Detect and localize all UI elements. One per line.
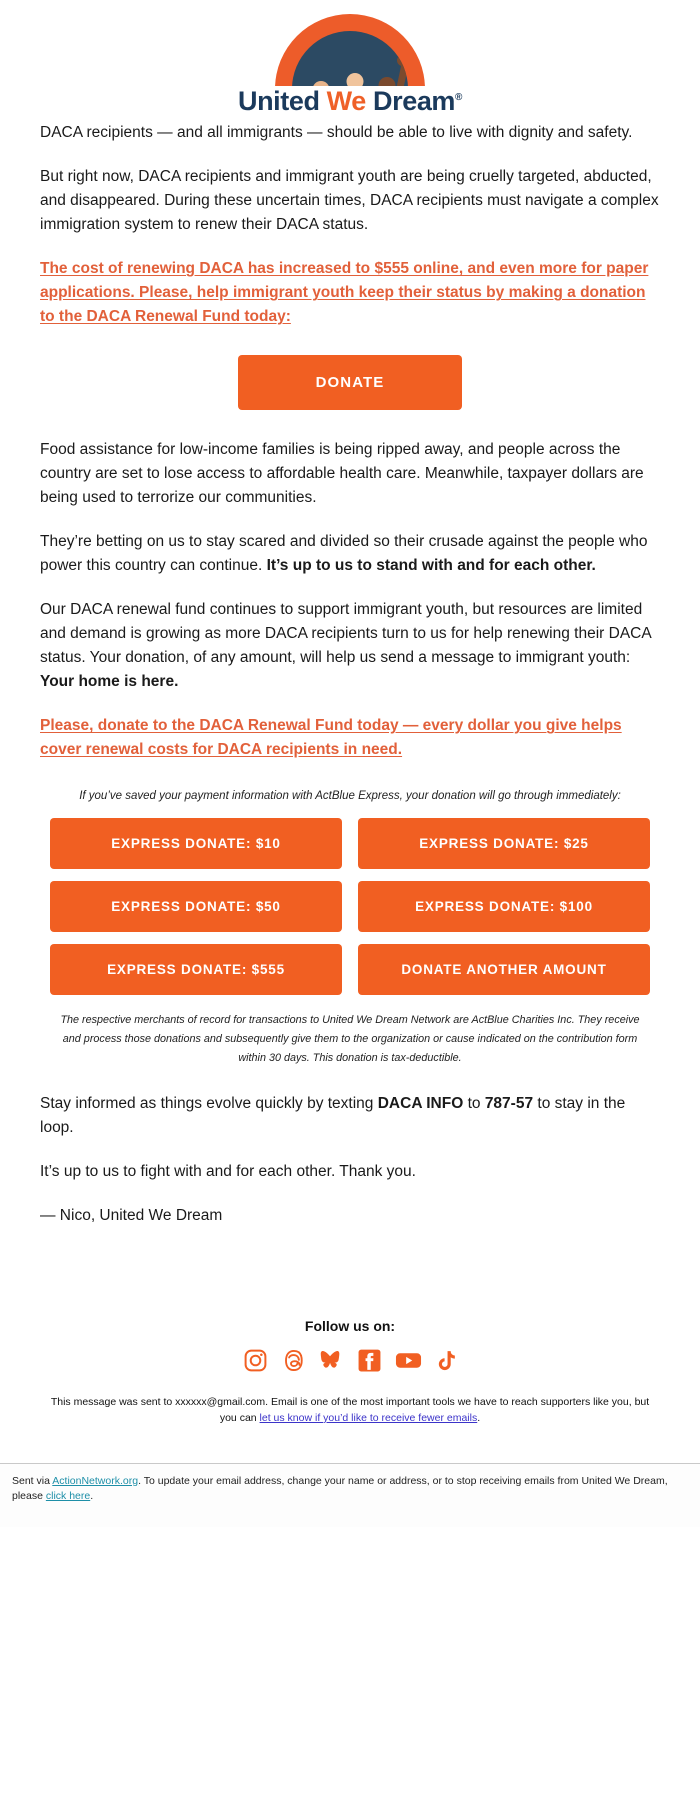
donate-button[interactable]: DONATE <box>238 355 463 410</box>
logo-figure-right <box>366 77 408 86</box>
paragraph-food-assistance: Food assistance for low-income families is being ripped away, and people across the country are set to lose access to affordable health care. Meanwhile, taxpayer dollars are being used to terrorize our communities. <box>40 441 644 507</box>
donate-another-amount-button[interactable]: DONATE ANOTHER AMOUNT <box>358 944 650 995</box>
paragraph-renewal-text: Our DACA renewal fund continues to support immigrant youth, but resources are limited and demand is growing as more DACA recipients turn to us for help renewing their DACA status. Your donation, of any amount, will help us send a message to immigrant youth: <box>40 601 651 667</box>
email-header <box>0 0 700 121</box>
fewer-emails-link[interactable]: let us know if you’d like to receive fewer emails <box>259 1411 478 1424</box>
tiktok-icon[interactable] <box>435 1348 458 1373</box>
highlight-link-paragraph-1 <box>40 257 660 329</box>
paragraph-betting-on-us <box>40 530 660 578</box>
express-donate-555-button[interactable]: EXPRESS DONATE: $555 <box>50 944 342 995</box>
paragraph-context: But right now, DACA recipients and immigrant youth are being cruelly targeted, abducted, and disappeared. During these uncertain times, DACA recipients must navigate a complex immigration system to renew their DACA status. <box>40 168 659 234</box>
bluesky-icon[interactable] <box>319 1348 344 1373</box>
express-donate-50-button[interactable]: EXPRESS DONATE: $50 <box>50 881 342 932</box>
paragraph-renewal-bold: Your home is here. <box>40 673 179 691</box>
instagram-icon[interactable] <box>243 1348 268 1373</box>
express-donate-10-button[interactable]: EXPRESS DONATE: $10 <box>50 818 342 869</box>
action-network-link[interactable]: ActionNetwork.org <box>52 1474 139 1487</box>
logo-word-united: United <box>237 86 327 116</box>
threads-icon[interactable] <box>281 1348 306 1373</box>
footer-bar-period: . <box>90 1490 94 1503</box>
daca-renewal-fund-link-bottom[interactable]: Please, donate to the DACA Renewal Fund today — every dollar you give helps cover renewal costs for DACA recipients in need. <box>40 717 622 759</box>
paragraph-intro: DACA recipients — and all immigrants — should be able to live with dignity and safety. <box>40 124 633 141</box>
merchant-of-record-disclaimer: The respective merchants of record for transactions to United We Dream Network are ActBlue Charities Inc. They receive and process those donations and subsequently give them to the organization or cause indicated on the contribution form within 30 days. This donation is tax-deductible. <box>60 1014 640 1065</box>
text-signup-part-1: Stay informed as things evolve quickly by texting <box>40 1095 378 1113</box>
highlight-link-paragraph-2 <box>40 714 660 762</box>
paragraph-renewal-fund <box>40 598 660 694</box>
email-recipient-note <box>0 1373 700 1427</box>
signature: — Nico, United We Dream <box>40 1207 223 1225</box>
click-here-link[interactable]: click here <box>45 1490 91 1503</box>
follow-us-label: Follow us on: <box>304 1318 396 1335</box>
express-donate-grid <box>40 818 660 995</box>
text-signup-part-3: to stay in the loop. <box>40 1095 626 1137</box>
donate-button-row <box>40 355 660 410</box>
logo-word-dream: Dream <box>365 86 456 116</box>
facebook-icon[interactable] <box>357 1348 382 1373</box>
text-shortcode-number: 787-57 <box>484 1095 534 1113</box>
registered-mark: ® <box>455 92 463 103</box>
social-icons-row <box>0 1348 700 1373</box>
footer-bar-text: . To update your email address, change your name or address, or to stop receiving emails from United We Dream, please <box>12 1474 668 1503</box>
youtube-icon[interactable] <box>395 1348 422 1373</box>
paragraph-betting-bold: It’s up to us to stand with and for each other. <box>266 557 596 575</box>
logo-wordmark <box>238 88 462 115</box>
text-keyword-daca-info: DACA INFO <box>377 1095 464 1113</box>
recipient-note-text: This message was sent to xxxxxx@gmail.com. Email is one of the most important tools we have to reach supporters like you, but you can <box>50 1396 650 1424</box>
paragraph-text-signup <box>40 1092 660 1140</box>
actblue-express-note: If you’ve saved your payment information with ActBlue Express, your donation will go through immediately: <box>79 790 621 803</box>
united-we-dream-logo-mark <box>275 14 425 86</box>
text-signup-part-2: to <box>463 1095 485 1113</box>
daca-renewal-fund-link-top[interactable]: The cost of renewing DACA has increased to $555 online, and even more for paper applications. Please, help immigrant youth keep their status by making a donation to the DACA Renewal Fund today: <box>40 260 649 326</box>
follow-us-section <box>0 1248 700 1373</box>
recipient-note-period: . <box>477 1411 481 1424</box>
express-donate-100-button[interactable]: EXPRESS DONATE: $100 <box>358 881 650 932</box>
paragraph-betting-text: They’re betting on us to stay scared and divided so their crusade against the people who power this country can continue. <box>40 533 648 575</box>
email-content <box>0 121 700 1228</box>
action-network-footer-bar <box>0 1463 700 1528</box>
logo-word-we: We <box>326 86 366 116</box>
express-donate-25-button[interactable]: EXPRESS DONATE: $25 <box>358 818 650 869</box>
paragraph-closing: It’s up to us to fight with and for each other. Thank you. <box>40 1163 416 1181</box>
sent-via-label: Sent via <box>12 1474 53 1487</box>
